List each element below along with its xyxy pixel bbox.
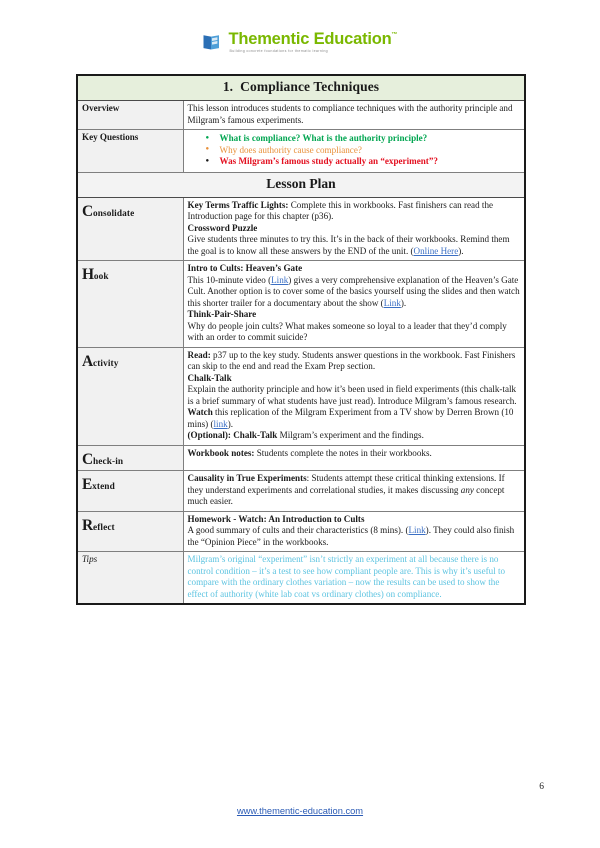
reflect-heading-1: Homework - Watch: An Introduction to Cults — [187, 513, 365, 524]
activity-paragraph-1 — [188, 350, 521, 373]
overview-text: This lesson introduces students to compliance techniques with the authority principle and Milgram’s famous experiments. — [187, 103, 513, 125]
consolidate-heading-2: Crossword Puzzle — [187, 222, 258, 233]
list-item: ● Was Milgram’s famous study actually an “experiment”? — [206, 156, 521, 168]
row-label-overview: Overview — [77, 101, 183, 130]
activity-text-2: Explain the authority principle and how it’s been used in field experiments (this chalk-talk is a brief summary of what students have just read). Introduce Milgram’s famous research. — [187, 384, 517, 406]
lesson-plan-banner: Lesson Plan — [77, 172, 525, 197]
activity-heading-2: Chalk-Talk — [187, 372, 232, 383]
row-body-tips — [183, 552, 525, 605]
hook-text-1c: ). — [400, 297, 407, 308]
phase-rest: ctivity — [93, 358, 119, 369]
phase-initial: C — [82, 202, 93, 220]
activity-paragraph-3 — [188, 407, 521, 430]
row-label-reflect — [77, 511, 183, 552]
open-book-icon — [202, 32, 222, 52]
tips-text: Milgram’s original “experiment” isn’t strictly an experiment at all because there is no control condition – it’s a test to see how compliant people are. This is why it’s useful to compare with the ordinary clothes variation – now the results can be used to show the effect of authority (white lab coat vs ordinary clothes) on compliance. — [187, 554, 506, 599]
section-title: Compliance Techniques — [240, 79, 380, 94]
online-here-link[interactable]: Online Here — [413, 245, 459, 256]
activity-text-3b: ). — [227, 418, 233, 429]
reflect-paragraph-1 — [188, 525, 521, 548]
hook-heading-1: Intro to Cults: Heaven’s Gate — [187, 263, 303, 274]
activity-text-3a: this replication of the Milgram Experiment from a TV show by Derren Brown (10 mins) ( — [187, 407, 514, 429]
table-row — [77, 130, 525, 173]
footer-website-link[interactable]: www.thementic-education.com — [236, 806, 364, 816]
brand-name: Thementic Education — [228, 30, 392, 48]
extend-text-1a: : Students attempt these critical thinking extensions. If they understand experiments and correlational studies, it makes discussing — [187, 473, 505, 495]
phase-initial: C — [82, 450, 93, 468]
row-body-extend — [183, 471, 525, 512]
activity-heading-4: (Optional): Chalk-Talk — [187, 430, 278, 441]
activity-paragraph-4 — [188, 430, 521, 442]
extend-heading-1: Causality in True Experiments — [187, 473, 307, 484]
row-label-hook — [77, 261, 183, 348]
consolidate-paragraph-1 — [188, 200, 521, 223]
row-label-activity — [77, 347, 183, 445]
table-row — [77, 471, 525, 512]
phase-initial: R — [82, 516, 93, 534]
row-body-consolidate — [183, 197, 525, 261]
phase-initial: E — [82, 476, 93, 494]
lesson-plan-banner-row — [77, 172, 525, 197]
hook-text-1b: ) gives a very comprehensive explanation of the Heaven’s Gate Cult. Another option is to cover some of the basics yourself using the slides and then watch this shorter trailer for a documentary about the show ( — [187, 274, 520, 308]
footer-website[interactable] — [0, 806, 600, 816]
row-label-check-in — [77, 445, 183, 471]
check-in-paragraph-1 — [188, 448, 521, 460]
consolidate-heading-1: Key Terms Traffic Lights: — [187, 199, 289, 210]
reflect-text-1b: ). They could also finish the “Opinion Piece” in the workbooks. — [187, 525, 515, 547]
hook-trailer-link[interactable]: Link — [383, 297, 401, 308]
check-in-heading-1: Workbook notes: — [187, 447, 255, 458]
phase-rest: heck-in — [93, 456, 124, 467]
brand-logo — [202, 31, 397, 54]
check-in-text-1: Students complete the notes in their workbooks. — [254, 447, 432, 458]
row-label-key-questions: Key Questions — [77, 130, 183, 173]
table-row — [77, 101, 525, 130]
phase-rest: ook — [93, 272, 109, 283]
lesson-plan-table — [76, 74, 526, 605]
reflect-cults-link[interactable]: Link — [408, 525, 426, 536]
phase-rest: xtend — [92, 482, 115, 493]
table-row — [77, 445, 525, 471]
consolidate-text-1: Complete this in workbooks. Fast finishers can read the Introduction page for this chapter (p36). — [187, 199, 494, 222]
table-row — [77, 261, 525, 348]
list-item: ● Why does authority cause compliance? — [206, 145, 521, 157]
activity-heading-1: Read: — [187, 349, 211, 360]
table-row — [77, 197, 525, 261]
activity-text-4: Milgram’s experiment and the findings. — [277, 430, 424, 441]
table-row — [77, 511, 525, 552]
row-label-tips: Tips — [77, 552, 183, 605]
key-questions-list — [188, 133, 521, 168]
extend-text-1b: concept much easier. — [187, 484, 505, 507]
phase-rest: onsolidate — [93, 208, 135, 219]
phase-rest: eflect — [93, 522, 115, 533]
brand-header — [0, 31, 600, 54]
row-body-check-in — [183, 445, 525, 471]
hook-paragraph-1 — [188, 275, 521, 310]
hook-video-link[interactable]: Link — [271, 274, 289, 285]
row-body-key-questions — [183, 130, 525, 173]
hook-text-1a: This 10-minute video ( — [187, 274, 272, 285]
row-label-extend — [77, 471, 183, 512]
list-item: ● What is compliance? What is the authority principle? — [206, 133, 521, 145]
consolidate-paragraph-2 — [188, 234, 521, 257]
row-body-reflect — [183, 511, 525, 552]
row-body-activity — [183, 347, 525, 445]
section-number: 1. — [222, 79, 234, 94]
hook-text-2: Why do people join cults? What makes someone so loyal to a leader that they’d comply with an order to commit suicide? — [187, 320, 507, 343]
extend-emphasis: any — [460, 484, 474, 495]
activity-derren-brown-link[interactable]: link — [213, 418, 228, 429]
hook-heading-2: Think-Pair-Share — [187, 309, 257, 320]
extend-paragraph-1 — [188, 473, 521, 508]
phase-initial: A — [82, 352, 93, 370]
brand-tagline: Building concrete foundations for thematic learning — [229, 49, 329, 53]
section-title-row — [77, 75, 525, 101]
row-body-overview — [183, 101, 525, 130]
brand-text — [228, 31, 397, 54]
section-title-cell — [77, 75, 525, 101]
row-body-hook — [183, 261, 525, 348]
consolidate-text-2: Give students three minutes to try this. It’s in the back of their workbooks. Remind them the goal is to know all these answers by the END of the unit. ( — [187, 234, 510, 256]
reflect-text-1a: A good summary of cults and their characteristics (8 mins). ( — [187, 525, 409, 536]
page-number: 6 — [539, 782, 544, 792]
row-label-consolidate — [77, 197, 183, 261]
activity-text-1: p37 up to the key study. Students answer questions in the workbook. Fast Finishers can skip to the end and read the Exam Prep section. — [187, 349, 516, 372]
activity-heading-3: Watch — [187, 407, 213, 418]
trademark-symbol: ™ — [391, 32, 398, 38]
table-row — [77, 552, 525, 605]
consolidate-text-2-end: ). — [458, 245, 464, 256]
phase-initial: H — [82, 266, 94, 284]
table-row — [77, 347, 525, 445]
